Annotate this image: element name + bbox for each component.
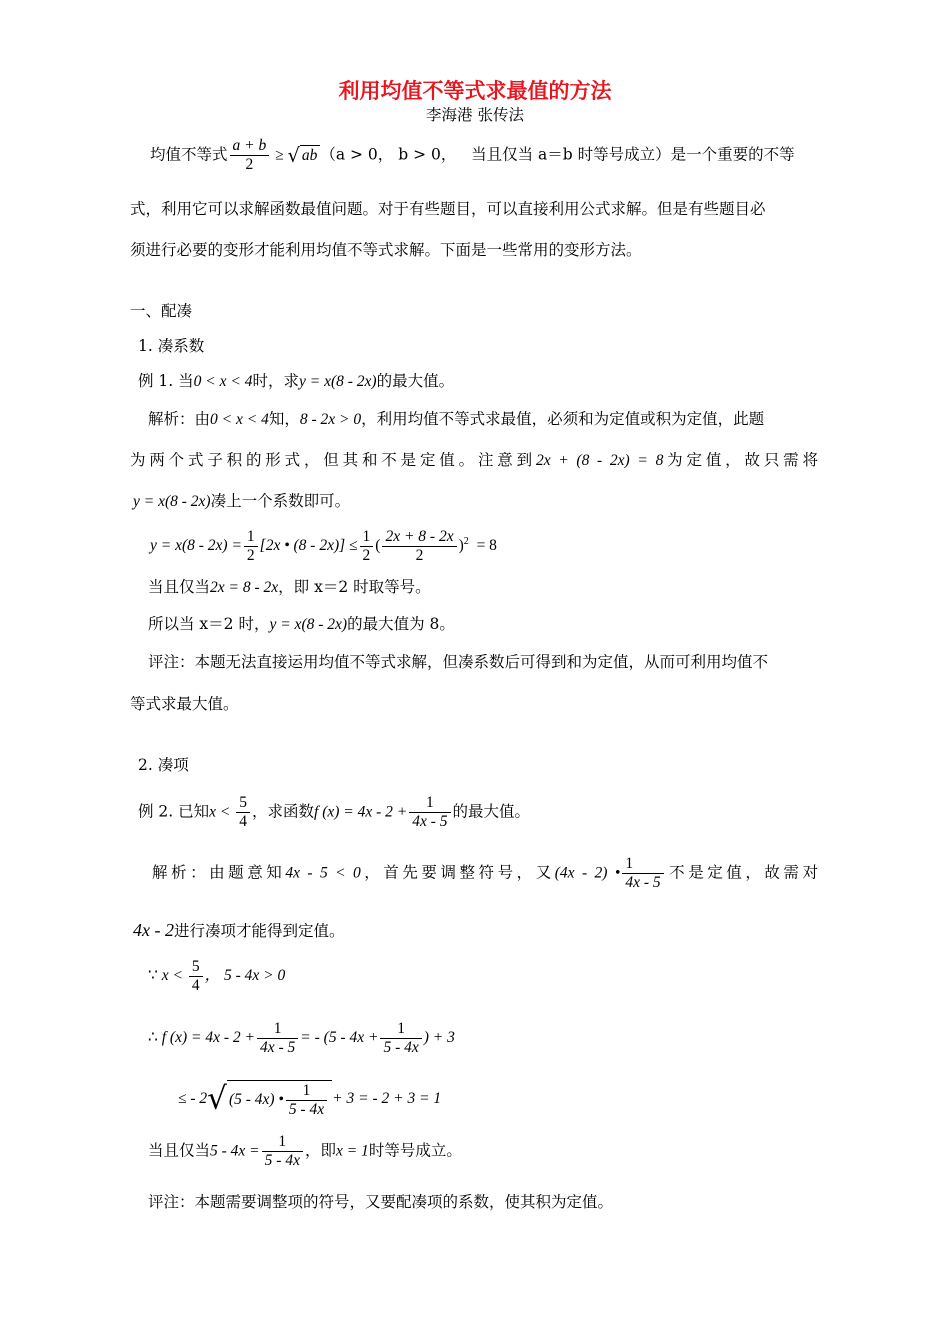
text: ，即 x＝2 时取等号。 [278, 578, 431, 596]
math-expression: y = x(8 - 2x) [298, 373, 377, 390]
five-fourths-fraction: $\frac{5}{4}$ [189, 958, 203, 995]
text: 的最大值。 [452, 802, 531, 821]
example-1-question [138, 372, 454, 392]
therefore-symbol: ∴ [148, 1028, 158, 1046]
math-expression: + 3 = - 2 + 3 = 1 [332, 1089, 442, 1107]
subsection-heading: 1. 凑系数 [138, 337, 205, 355]
math-expression: 4x - 2 [133, 920, 174, 940]
text: 当且仅当 [148, 1141, 211, 1160]
sqrt-ab: √ ab [288, 144, 321, 167]
text: 的最大值为 8。 [347, 615, 455, 633]
example-2-inequality [178, 1080, 441, 1119]
reciprocal-fraction: $\frac{1}{4x - 5}$ [257, 1020, 298, 1057]
example-1-solution-line-3 [133, 492, 350, 512]
reciprocal-fraction: $\frac{1}{4x - 5}$ [409, 794, 450, 831]
math-expression: 4x - 5 < 0 [285, 864, 361, 882]
example-1-result [148, 615, 455, 635]
example-1-equality-condition [148, 578, 431, 598]
math-expression: 0 < x < 4 [193, 373, 253, 390]
math-expression: 2x + (8 - 2x) = 8 [535, 452, 664, 469]
text: 例 1. 当 [138, 372, 194, 390]
intro-lead: 均值不等式 [150, 145, 228, 164]
subsection-heading-2: 2. 凑项 [138, 756, 189, 774]
example-2-therefore [148, 1020, 455, 1057]
math-expression: (4x - 2) • [554, 864, 621, 882]
math-expression: ) + 3 [423, 1028, 455, 1046]
math-expression: y = x(8 - 2x) = [150, 536, 242, 554]
math-expression: x = 1 [335, 1142, 369, 1160]
text: 为两个式子积的形式，但其和不是定值。注意到 [130, 451, 536, 469]
math-expression: f (x) = 4x - 2 + [161, 1028, 255, 1046]
example-1-solution-line-1 [148, 410, 764, 430]
text: 当且仅当 [148, 578, 211, 596]
math-expression: f (x) = 4x - 2 + [314, 803, 408, 821]
text: 时，求 [252, 372, 299, 390]
section-heading: 一、配凑 [130, 302, 193, 320]
document-authors: 李海港 张传法 [426, 106, 524, 124]
reciprocal-fraction: $\frac{1}{4x - 5}$ [622, 855, 663, 892]
example-2-comment: 评注：本题需要调整项的符号，又要配凑项的系数，使其积为定值。 [148, 1193, 614, 1211]
one-half-fraction: $\frac{1}{2}$ [360, 528, 374, 565]
math-expression: 2x = 8 - 2x [210, 579, 279, 596]
reciprocal-fraction-2: $\frac{1}{5 - 4x}$ [262, 1133, 303, 1170]
example-1-comment-line-2: 等式求最大值。 [130, 695, 239, 713]
text: 不是定值，故需对 [665, 863, 818, 882]
text: ，求函数 [252, 802, 315, 821]
text: 进行凑项才能得到定值。 [173, 922, 345, 940]
document-title: 利用均值不等式求最值的方法 [338, 78, 612, 103]
text: 解析：由 [148, 410, 211, 428]
math-expression: ≤ - 2 [178, 1089, 208, 1107]
example-1-comment-line-1: 评注：本题无法直接运用均值不等式求解，但凑系数后可得到和为定值，从而可利用均值不 [148, 653, 769, 671]
text: 为定值，故只需将 [663, 451, 818, 469]
text: ，首先要调整符号，又 [360, 863, 555, 882]
example-1-calculation: y = x(8 - 2x) = $\frac{1}{2}$ [2x • (8 - 2x)] ≤ $\frac{1}{2}$ ( $\frac{2x + 8 - 2x}{2}$ )$^2$ = 8 [150, 528, 497, 564]
text: ，即 [304, 1141, 336, 1160]
mean-fraction: $\frac{2x + 8 - 2x}{2}$ [382, 528, 456, 565]
math-expression: = 8 [476, 536, 497, 554]
five-fourths-fraction: $\frac{5}{4}$ [236, 794, 250, 831]
example-2-solution-line-1 [152, 855, 818, 892]
text: 例 2. 已知 [138, 802, 210, 821]
text: 时等号成立。 [368, 1141, 462, 1160]
example-2-solution-line-2 [133, 920, 345, 942]
math-expression: y = x(8 - 2x) [133, 493, 211, 510]
text: 解析：由题意知 [152, 863, 286, 882]
math-expression: 0 < x < 4 [210, 411, 269, 428]
because-symbol: ∵ [148, 966, 158, 984]
example-2-equality-condition [148, 1133, 462, 1170]
intro-condition-2: 当且仅当 a＝b 时等号成立）是一个重要的不等 [471, 145, 795, 164]
text: 知， [268, 410, 300, 428]
math-expression: y = x(8 - 2x) [269, 616, 348, 633]
math-expression: 8 - 2x > 0 [299, 411, 362, 428]
one-half-fraction: $\frac{1}{2}$ [244, 528, 258, 565]
intro-line-1: 均值不等式 $\frac{a + b}{2}$ ≥ √ ab （a > 0， b > 0， 当且仅当 a＝b 时等号成立）是一个重要的不等 [150, 137, 795, 173]
sqrt-product: √ (5 - 4x) • $\frac{1}{5 - 4x}$ [207, 1080, 332, 1119]
intro-line-2: 式，利用它可以求解函数最值问题。对于有些题目，可以直接利用公式求解。但是有些题目必 [130, 200, 766, 218]
example-1-solution-line-2 [130, 451, 818, 471]
reciprocal-fraction-2: $\frac{1}{5 - 4x}$ [380, 1020, 421, 1057]
math-expression: = - (5 - 4x + [300, 1028, 379, 1046]
math-expression: [2x • (8 - 2x)] ≤ [259, 536, 358, 554]
intro-line-3: 须进行必要的变形才能利用均值不等式求解。下面是一些常用的变形方法。 [130, 241, 642, 259]
math-expression: ， 5 - 4x > 0 [204, 966, 286, 984]
example-2-question: 例 2. 已知x < $\frac{5}{4}$ ，求函数f (x) = 4x - 2 + $\frac{1}{4x - 5}$ 的最大值。 [138, 794, 531, 830]
text: 所以当 x＝2 时， [148, 615, 270, 633]
text: 凑上一个系数即可。 [210, 492, 351, 510]
text: ，利用均值不等式求最值，必须和为定值或积为定值，此题 [361, 410, 765, 428]
amgm-fraction: $\frac{a + b}{2}$ [230, 137, 270, 174]
example-2-because: ∵ x < $\frac{5}{4}$ ， 5 - 4x > 0 [148, 958, 286, 994]
text: 的最大值。 [376, 372, 455, 390]
math-expression: 5 - 4x = [210, 1142, 260, 1160]
intro-condition: （a > 0， b > 0， [320, 145, 457, 164]
